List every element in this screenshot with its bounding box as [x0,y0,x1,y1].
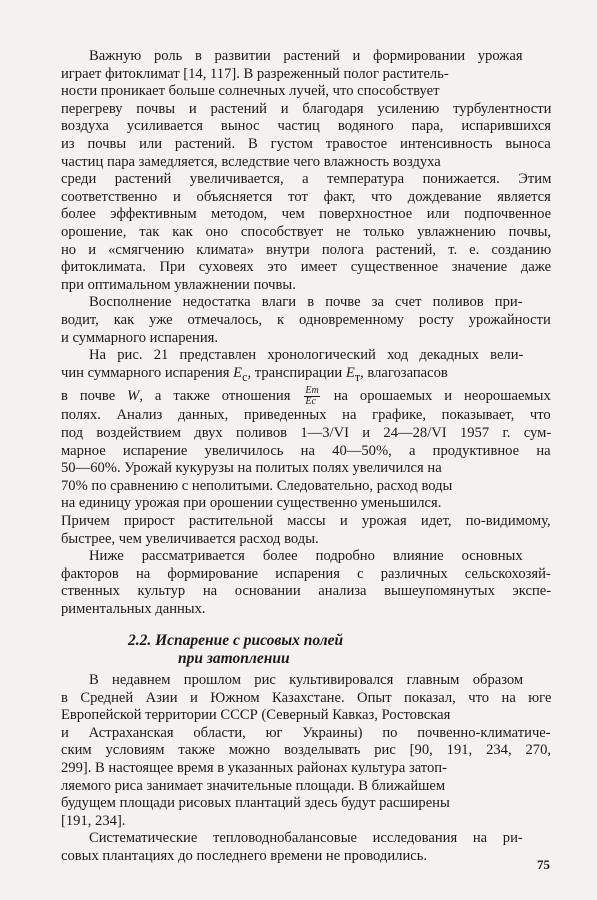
text-line: ственных культур на основании анализа вышеупомянутых экспе- [61,583,552,600]
paragraph-factors [61,548,551,618]
text-line: Причем прирост растительной массы и урожая идет, по-видимому, [61,512,551,529]
text-line-formula [61,365,551,387]
text-line: и суммарного испарения. [61,329,218,346]
text-line: ским условиям также можно возделывать рис [90, 191, 234, 270, [61,742,552,759]
text-fragment: в почве [61,388,116,405]
text-line: 50—60%. Урожай кукурузы на политых полях увеличился на [61,460,442,477]
symbol-et: E [345,364,355,381]
text-line: Важную роль в развитии растений и формировании урожая [89,48,523,64]
text-line: орошение, так как оно способствует не только увлажнению почвы, [61,223,552,240]
text-fragment: , влагозапасов [360,364,448,381]
text-line: соответственно и объясняется тот факт, что дождевание является [61,188,551,205]
text-line: на единицу урожая при орошении существенно уменьшился. [61,495,442,512]
fraction-et-ec [304,386,319,407]
text-line: быстрее, чем увеличивается расход воды. [61,530,319,547]
text-line: но и «смягчению климата» внутри полога растений, т. е. созданию [61,241,552,258]
text-line: Систематические тепловоднобалансовые исследования на ри- [89,830,523,847]
text-line: совых плантациях до последнего времени не проводились. [61,847,428,864]
text-line: более эффективным методом, чем поверхностное или подпочвенное [61,206,552,223]
text-line: марное испарение увеличилось на 40—50%, а продуктивное на [61,442,551,459]
body-text-upper [61,48,551,618]
text-line: [191, 234]. [61,812,126,829]
section-heading [128,632,458,668]
text-line: Европейской территории СССР (Северный Кавказ, Ростовская [61,707,451,724]
text-line: частиц пара замедляется, вследствие чего влажность воздуха [61,153,441,170]
text-line: среди растений увеличивается, а температура понижается. Этим [61,171,552,188]
text-line: 299]. В настоящее время в указанных районах культура затоп- [61,759,447,776]
text-line: факторов на формирование испарения с различных сельскохозяй- [61,565,551,582]
text-fragment: , а также отношения [139,388,291,405]
text-fragment: , транспирации [247,364,343,381]
paragraph-figure-21 [61,347,551,548]
symbol-ec: E [233,364,243,381]
text-line: 70% по сравнению с неполитыми. Следовательно, расход воды [61,477,453,494]
text-line: Ниже рассматривается более подробно влияние основных [89,548,523,565]
paragraph-studies [61,830,551,865]
heading-line: 2.2. Испарение с рисовых полей [128,632,344,649]
text-fragment: на орошаемых и неорошаемых [333,388,551,405]
text-line: риментальных данных. [61,600,206,617]
fraction-denominator: Ec [305,396,316,408]
text-line: и Астраханская области, юг Украины) по почвенно-климатиче- [61,724,551,741]
text-line: полях. Анализ данных, приведенных на графике, показывает, что [61,407,551,424]
text-line: В недавнем прошлом рис культивировался главным образом [89,672,524,688]
text-line: под воздействием двух поливов 1—3/VI и 24—28/VI 1957 г. сум- [61,424,552,441]
text-line: играет фитоклимат [14, 117]. В разреженный полог раститель- [61,65,449,82]
text-line: воздуха усиливается вынос частиц водяного пара, испарившихся [61,118,552,135]
text-line: из почвы или растений. В густом травостое интенсивность выноса [61,135,551,152]
text-line: ности проникает больше солнечных лучей, что способствует [61,83,440,100]
text-line: фитоклимата. При суховеях это имеет существенное значение даже [61,259,552,276]
body-text-lower [61,672,551,866]
paragraph-irrigation [61,294,551,347]
text-fragment: чин суммарного испарения [61,364,230,381]
text-line: в Средней Азии и Южном Казахстане. Опыт показал, что на юге [61,689,552,706]
subscript-c: c [242,369,248,384]
text-line-formula [61,386,551,407]
text-line: водит, как уже отмечалось, к одновременному росту урожайности [61,311,551,328]
text-line: На рис. 21 представлен хронологический ход декадных вели- [89,347,524,364]
fraction-numerator: Eт [305,385,319,397]
text-line: будущем площади рисовых плантаций здесь будут расширены [61,795,450,812]
heading-line: при затоплении [178,650,290,667]
page-number: 75 [537,857,550,872]
symbol-w: W [127,388,140,405]
text-line: Восполнение недостатка влаги в почве за счет поливов при- [89,294,523,311]
text-line: перегреву почвы и растений и благодаря усилению турбулентности [61,100,552,117]
paragraph-phytoclimate [61,48,551,294]
text-line: ляемого риса занимает значительные площади. В ближайшем [61,777,446,794]
text-line: при оптимальном увлажнении почвы. [61,276,296,293]
subscript-t: т [354,369,361,384]
paragraph-rice [61,672,551,830]
